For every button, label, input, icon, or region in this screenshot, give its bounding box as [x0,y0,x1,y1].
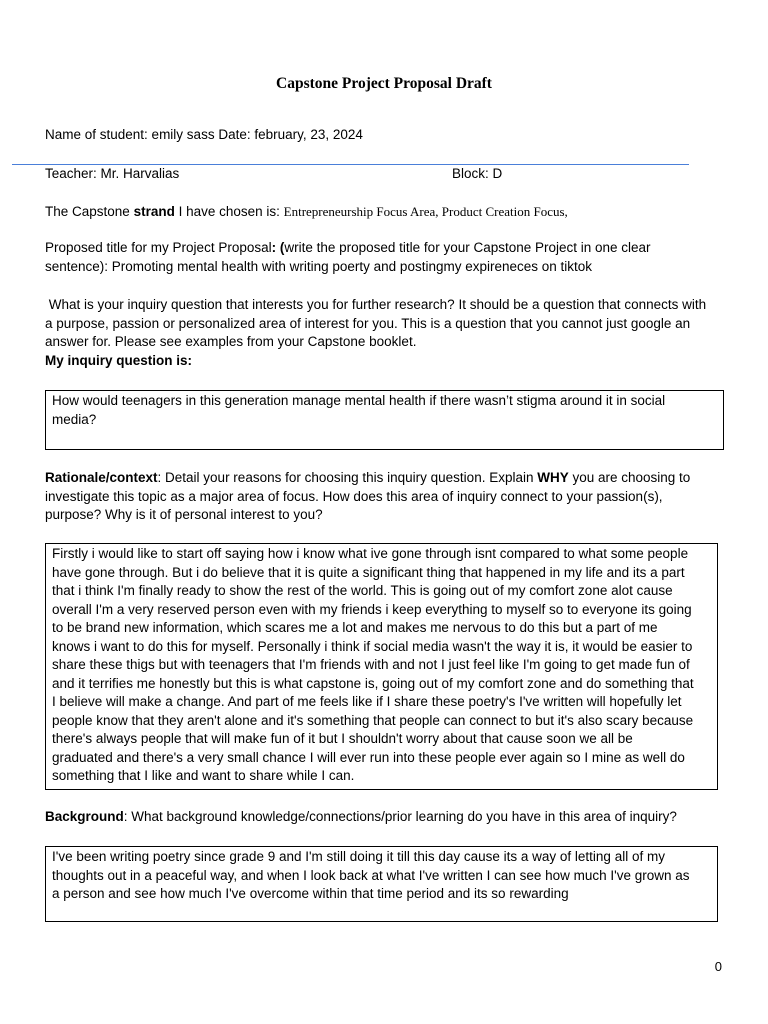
proposed-title-bold: : ( [271,240,285,255]
proposed-title-line1 [45,239,735,258]
rationale-answer-line: something that I like and want to share while I can. [52,768,355,783]
inquiry-answer-box[interactable] [45,390,724,450]
rationale-why: WHY [537,470,569,485]
rationale-line1 [45,469,745,488]
proposed-title-section [45,239,735,276]
rationale-answer-line: have gone through. But i do believe that it is quite a significant thing that happened in my life and its a part [52,564,685,580]
inquiry-prompt [45,296,745,370]
rationale-line3: purpose? Why is it of personal interest to you? [45,507,323,522]
page-number: 0 [714,959,722,974]
rationale-prompt [45,469,745,525]
inquiry-prompt-line: a purpose, passion or personalized area of interest for you. This is a question that you cannot just google an [45,315,691,331]
rationale-answer-line: that i think I'm finally ready to show the rest of the world. This is going out of my comfort zone alot cause [52,583,673,598]
rationale-answer-line: and it terrifies me honestly but this is what capstone is, going out of my comfort zone and do something that [52,675,694,691]
inquiry-prompt-line: answer for. Please see examples from your Capstone booklet. [45,334,417,349]
rationale-answer-line: people know that they aren't alone and it's something that people can connect to but it's also scary because [52,712,694,728]
strand-line [45,203,568,222]
rationale-answer-line: knows i want to do this for myself. Personally i think if social media wasn't the way it is, it would be easier to [52,638,693,654]
inquiry-answer-line: media? [52,411,97,427]
background-label: Background [45,809,124,824]
rationale-answer-line: I believe will make a change. And part of me feels like if I share these poetry's I've written will hopefully let [52,694,682,709]
rationale-line2: investigate this topic as a major area of focus. How does this area of inquiry connect to your passion(s), [45,488,663,504]
strand-prefix: The Capstone [45,204,134,219]
background-answer-box[interactable] [45,846,718,922]
document-title: Capstone Project Proposal Draft [276,75,492,92]
rationale-answer-line: overall I'm a very reserved person even with my friends i keep everything to myself so to everyone its going [52,601,692,617]
rationale-answer-line: graduated and there's a very small chance I will ever run into these people ever again so I mine as well do [52,749,685,765]
rationale-answer-line: Firstly i would like to start off saying how i know what ive gone through isnt compared to what some people [52,546,689,561]
background-answer-line: thoughts out in a peaceful way, and when I look back at what I've written I can see how much I've grown as [52,867,690,883]
rationale-answer-line: there's always people that will make fun of it but I shouldn't worry about that cause soon we all be [52,731,633,746]
background-answer-line: a person and see how much I've overcome within that time period and its so rewarding [52,886,569,901]
strand-middle: I have chosen is: [174,204,284,219]
proposed-title-text: write the proposed title for your Capstone Project in one clear [284,240,651,255]
rationale-answer-line: share these thigs but with teenagers that I'm friends with and not I just feel like I'm going to get made fun of [52,657,690,672]
proposed-title-line2: sentence): Promoting mental health with writing poerty and postingmy expireneces on tiktok [45,258,593,274]
rationale-label: Rationale/context [45,470,158,485]
inquiry-label: My inquiry question is: [45,352,193,368]
teacher-line: Teacher: Mr. Harvalias [45,166,180,181]
rationale-text-b: you are choosing to [568,470,691,485]
inquiry-prompt-line: What is your inquiry question that interests you for further research? It should be a question that connects with [45,297,707,312]
strand-value: Entrepreneurship Focus Area, Product Creation Focus, [283,204,568,219]
proposed-title-prefix: Proposed title for my Project Proposal [45,240,272,255]
inquiry-answer-line: How would teenagers in this generation manage mental health if there wasn’t stigma around it in social [52,393,666,408]
strand-bold: strand [133,204,175,219]
background-answer-line: I've been writing poetry since grade 9 and I'm still doing it till this day cause its a way of letting all of my [52,849,665,864]
rationale-text-a: : Detail your reasons for choosing this inquiry question. Explain [157,470,538,485]
rationale-answer-box[interactable] [45,543,718,790]
rationale-answer-line: to be brand new information, which scares me a lot and makes me nervous to do this but a part of me [52,620,658,635]
student-name-date-line: Name of student: emily sass Date: february, 23, 2024 [45,127,363,142]
background-text: : What background knowledge/connections/prior learning do you have in this area of inquiry? [123,809,677,824]
background-prompt [45,808,745,827]
block-line: Block: D [452,166,503,181]
